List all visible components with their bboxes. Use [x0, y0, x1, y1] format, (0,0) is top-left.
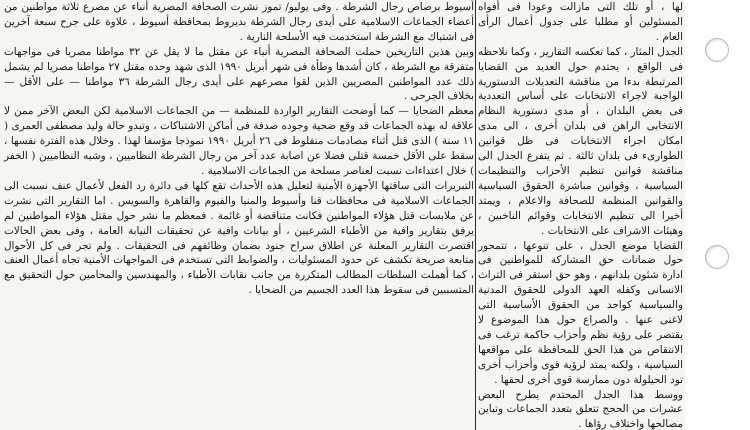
main-paragraph-2: وبين هذين التاريخين حملت الصحافة المصرية أنباء عن مقتل ما لا يقل عن ٣٢ مواطنا مصريا فى مواجهات متفرقة مع الشرطة ، كان أشدها وطأة فى شهر أبريل ١٩٩٠ الذى شهد وحده مقتل ٢٧ مواطنا مصريا لم يشمل ذلك عدد المواطنين المصريين الذين لقوا مصرعهم على أيدى رجال الشرطة ٣٦ مواطنا — على الأقل — بخلاف الجرحى . [4, 45, 474, 103]
side-paragraph-3: القضايا موضع الجدل ، على تنوعها ، تتمحور حول ضمانات حق المشاركة للمواطنين فى ادارة شئون بلدانهم ، وهو حق استقر فى التراث الانسانى وكفله العهد الدولى للحقوق المدنية والسياسية كواحد من الحقوق الأساسية التى لاغنى عنها . والصراع حول هذا الموضوع لا يقتصر على رؤية نظم وأحزاب حاكمة ترغب فى الانتقاص من هذا الحق للمحافظة على مواقعها السياسية ، ولكنه يمتد لرؤية قوى وأحزاب أخرى تود الحيلولة دون ممارسة قوى أخرى لحقها . [478, 239, 683, 386]
main-paragraph-1: أسيوط برصاص رجال الشرطة . وفى يوليو/ تموز نشرت الصحافة المصرية أنباء عن مصرع ثلاثة مواطنين من أعضاء الجماعات الاسلامية على أيدى رجال الشرطة بديروط بمحافظة أسيوط ، علاوة على جرح سبعة آخرين فى اشتباك مع الشرطة استخدمت فيه الأسلحة النارية . [4, 1, 474, 43]
binder-hole-middle [705, 245, 729, 269]
side-paragraph-4: ووسط هذا الجدل المحتدم يطرح البعض عشرات من الحجج تتعلق بتعدد الجماعات وتباين مصالحها واختلاف رؤاها . [478, 388, 683, 430]
main-text-column [4, 0, 474, 430]
side-paragraph-2: الجدل المثار ، كما تعكسه التقارير ، وكما نلاحظه فى الواقع ، يحتدم حول العديد من القضايا المرتبطة بدءا من مناقشة التعديلات الدستورية الواجبة لاجراء الانتخابات على أساس التعددية فى بعض البلدان ، أو مدى دستورية النظام الانتخابى الراهن فى بلدان أخرى ، الى مدى امكان اجراء الانتخابات فى ظل قوانين الطوارىء فى بلدان ثالثة . ثم يتفرع الجدل الى مناقشة قوانين تنظيم الأحزاب والتنظيمات السياسية ، وقوانين مباشرة الحقوق السياسية والقوانين المنظمة للصحافة والاعلام ، ويمتد أخيرا الى تنظيم الانتخابات وقوائم الناخبين ، وهيئات الاشراف على الانتخابات . [478, 45, 683, 237]
binder-margin [685, 0, 750, 430]
binder-hole-top [705, 38, 729, 62]
main-paragraph-4: التبريرات التى ساقتها الأجهزة الأمنية لتعليل هذه الأحداث تقع كلها فى دائرة رد الفعل لأعمال عنف نسبت الى الجماعات الاسلامية فى محافظات قنا وأسيوط والمنيا والفيوم والقاهرة والسويس . اما التقارير التى نشرت عن ملابسات قتل هؤلاء المواطنين فكانت متناقضة أو غائمة . فمعظم ما نشر حول مقتل هؤلاء المواطنين لم يرفق بتقارير وافية من الأطباء الشرعيين ، أو بيانات وافية عن تحقيقات النيابة العامة ، وفى بعض الحالات اقتصرت التقارير المعلنة عن اطلاق سراح جنود بضمان وظائفهم فى التحقيقات . ولم تجر فى كل الأحوال متابعة صريحة تكشف عن حدود المسئوليات ، والضوابط التى تستخدم فى المواجهات الأمنية تجاه أعمال العنف ، كما أهملت السلطات المطالب المتكررة من جانب نقابات الأطباء ، والمهندسين والمحامين حول التحقيق مع المتسببين فى سقوط هذا العدد الجسيم من الضحايا . [4, 179, 474, 297]
column-divider [475, 0, 476, 430]
side-paragraph-1: لها ، أو تلك التى مازالت وعودا فى أفواه المسئولين أو مطلبا على جدول أعمال الرأى العام . [478, 1, 683, 43]
side-text-column [478, 0, 683, 430]
main-paragraph-3: معظم الضحايا — كما أوضحت التقارير الواردة للمنظمة — من الجماعات الاسلامية لكن البعض الآخر ممن لا علاقة له بهذه الجماعات قد وقع ضحية وجوده صدفة فى أماكن الاشتباكات ، وتبدو حالة وليد مصطفى العمرى ( ١١ سنة ) الذى قتل أثناء مصادمات منفلوط فى ٢٦ أبريل ١٩٩٠ نموذجا مؤسفا لهذا . وخلال هذه الفترة نفسها ، سقط على الأقل خمسة قتلى فضلا عن اصابة عدد آخر من رجال الشرطة النظاميين ، وشبه النظاميين ( الخفر ) خلال اعتداءات نسبت لعناصر مسلحة من الجماعات الاسلامية . [4, 105, 474, 177]
